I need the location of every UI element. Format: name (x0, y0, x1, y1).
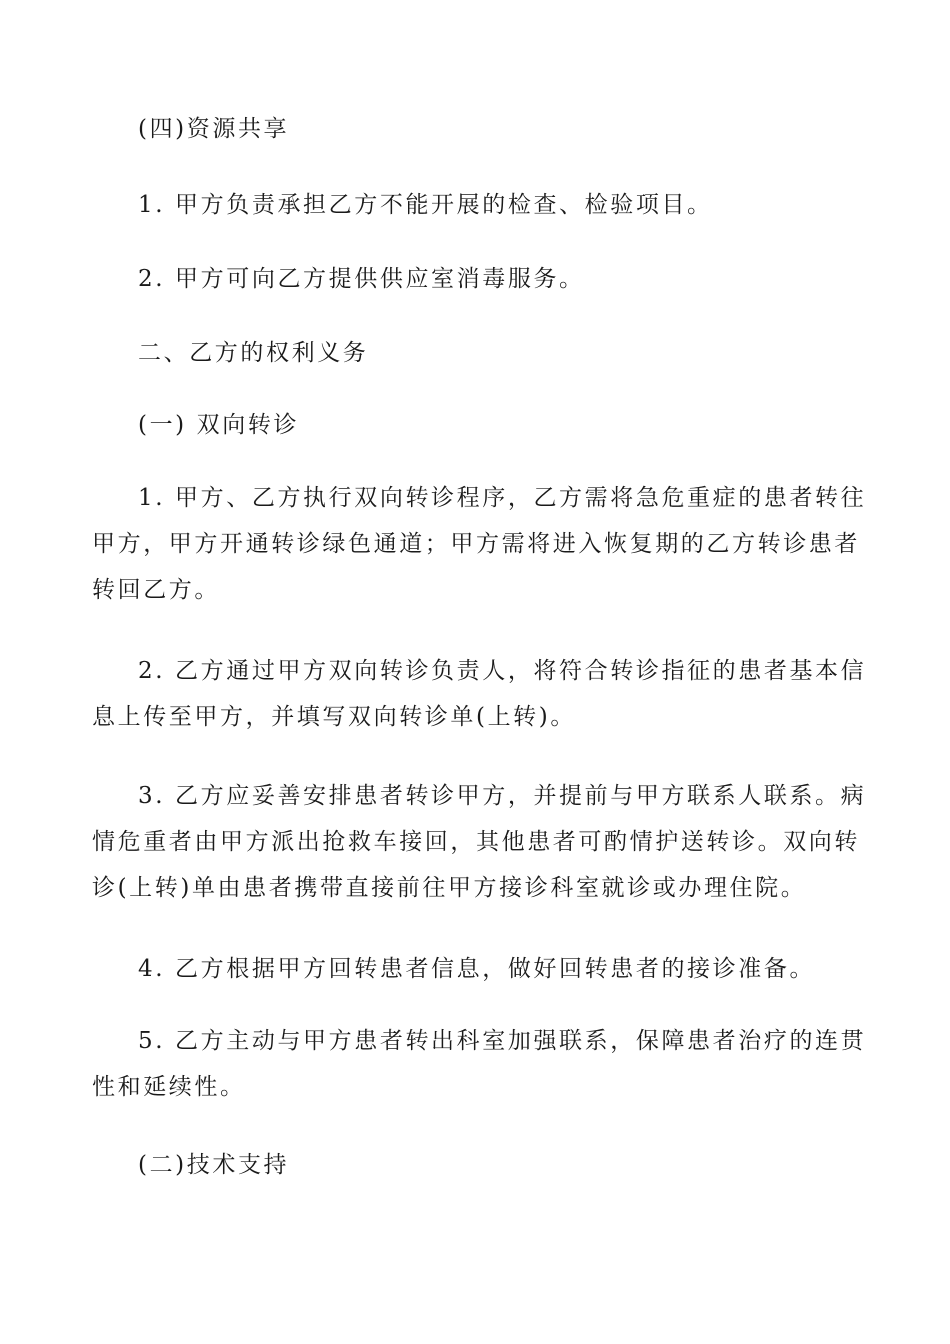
referral-item-5-line-1: 5. 乙方主动与甲方患者转出科室加强联系，保障患者治疗的连贯 (138, 1028, 867, 1054)
referral-item-1 (92, 475, 867, 613)
resource-item-1: 1. 甲方负责承担乙方不能开展的检查、检验项目。 (138, 192, 713, 218)
referral-item-3-line-1: 3. 乙方应妥善安排患者转诊甲方，并提前与甲方联系人联系。病 (138, 783, 867, 809)
heading-resource-sharing: (四)资源共享 (138, 116, 290, 142)
referral-item-5-line-2: 性和延续性。 (92, 1074, 246, 1100)
resource-item-2: 2. 甲方可向乙方提供供应室消毒服务。 (138, 266, 585, 292)
referral-item-1-line-2: 甲方，甲方开通转诊绿色通道；甲方需将进入恢复期的乙方转诊患者 (92, 531, 860, 557)
referral-item-2 (92, 648, 867, 740)
section-heading-party-b: 二、乙方的权利义务 (138, 340, 369, 366)
referral-item-1-line-1: 1. 甲方、乙方执行双向转诊程序，乙方需将急危重症的患者转往 (138, 485, 867, 511)
referral-item-1-line-3: 转回乙方。 (92, 577, 220, 603)
heading-technical-support: (二)技术支持 (138, 1152, 290, 1178)
referral-item-2-line-1: 2. 乙方通过甲方双向转诊负责人，将符合转诊指征的患者基本信 (138, 658, 867, 684)
referral-item-5 (92, 1018, 867, 1110)
referral-item-3-line-2: 情危重者由甲方派出抢救车接回，其他患者可酌情护送转诊。双向转 (92, 829, 860, 855)
referral-item-4: 4. 乙方根据甲方回转患者信息，做好回转患者的接诊准备。 (138, 956, 816, 982)
heading-two-way-referral: (一) 双向转诊 (138, 412, 300, 438)
referral-item-3-line-3: 诊(上转)单由患者携带直接前往甲方接诊科室就诊或办理住院。 (92, 875, 807, 901)
referral-item-2-line-2: 息上传至甲方，并填写双向转诊单(上转)。 (92, 704, 576, 730)
referral-item-3 (92, 773, 867, 911)
